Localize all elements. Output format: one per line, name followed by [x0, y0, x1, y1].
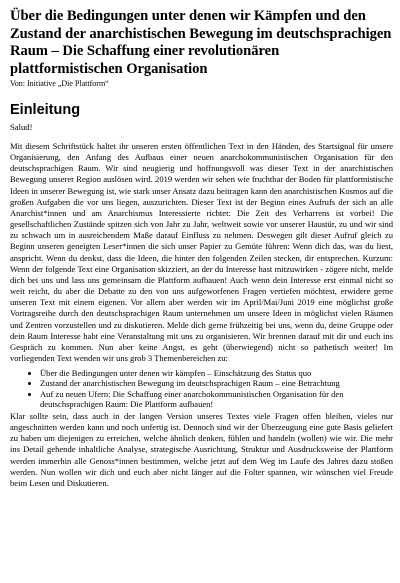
document-title: Über die Bedingungen unter denen wir Kämpfen und den Zustand der anarchistischen Bewegung im deutschsprachigen Raum – Die Schaffung einer revolutionären plattformistischen Organisation [10, 8, 392, 77]
topic-list-item: • Über die Bedingungen unter denen wir kämpfen – Einschätzung des Status quo [40, 368, 393, 378]
closing-paragraph: Klar sollte sein, dass auch in der langen Version unseres Textes viele Fragen offen bleiben, vieles nur angeschnitten werden kann und noch unfertig ist. Dennoch sind wir der Überzeugung eine gute Basis geliefert zu haben um diejenigen zu erreichen, welche ähnlich denken, fühlen und handeln (wollen) wie wir. Die mehr ins Detail gehende inhaltliche Analyse, strategische Ausrichtung, Struktur und Ausdrucksweise der Plattform werden immerhin alle Genoss*innen bestimmen, welche jetzt auf dem Weg im Laufe des Jahres dazu stoßen werden. Nun wollen wir dich und euch aber nicht länger auf die Folter spannen, wir wünschen viel Freude beim Lesen und Diskutieren. [10, 410, 393, 488]
topic-list-item: • Zustand der anarchistischen Bewegung im deutschsprachigen Raum – eine Betrachtung [40, 378, 393, 388]
topic-list [10, 368, 393, 409]
author-byline: Von: Initiative „Die Plattform“ [10, 79, 109, 88]
intro-paragraph: Mit diesem Schriftstück haltet ihr unseren ersten öffentlichen Text in den Händen, des Startsignal für unsere Organisierung, den Anfang des Aufbaus einer neuen anarchokommunistischen Organisation für den deutschsprachigen Raum. Wir sind neugierig und hoffnungsvoll was dieser Text in der anarchistischen Bewegung unserer Region auslösen wird. 2019 werden wir sehen wie fruchtbar der Boden für plattformistische Ideen in unserer Bewegung ist, wie stark unser Ansatz dazu beitragen kann den anarchistischen Kosmos auf die großen Aufgaben die vor uns liegen, auszurichten. Dieser Text ist der Beginn eines Aufrufs der sich an alle Anarchist*innen und am Anarchismus Interessierte richtet: Die Zeit des Verharrens ist vorbei! Die gesellschaftlichen Zustände spitzen sich von Jahr zu Jahr, weltweit sowie vor unserer Haustür, zu und wir sind zu schwach um in ausreichendem Maße darauf Einfluss zu nehmen. Deswegen gilt dieser Aufruf gleich zu Beginn unseren geneigten Leser*innen die sich unser Papier zu Gemüte führen: Wenn dich das, was du liest, anspricht. Wenn du denkst, dass die Ideen, die hinter den folgenden Zeilen stecken, dir entsprechen. Kurzum: Wenn der folgende Text eine Organisation skizziert, an der du Interesse hast mitzuwirken - zögere nicht, melde dich bei uns und lass uns gemeinsam die Plattform aufbauen! Auch wenn dein Interesse erst einmal nicht so weit reicht, du aber die Debatte zu den von uns aufgeworfenen Fragen vertiefen möchtest, erwidere gerne unseren Text mit einem eigenen. Vor allem aber werden wir im April/Mai/Juni 2019 eine möglichst große Vortragsreihe durch den deutschsprachigen Raum unternehmen um unsere Ideen in möglichst vielen Räumen und Zentren vorzustellen und zu diskutieren. Melde dich gerne frühzeitig bei uns, wenn du, deine Gruppe oder dein Raum Interesse habt eine Veranstaltung mit uns zu organisieren. Wir brennen darauf mit dir und euch ins Gespräch zu kommen. Nun aber keine Angst, es geht (überwiegend) nicht so pathetisch weiter! Im vorliegenden Text wenden wir uns grob 3 Themenbereichen zu: [10, 141, 393, 363]
section-heading: Einleitung [10, 102, 81, 118]
topic-list-item: • Auf zu neuen Ufern: Die Schaffung einer anarchokommunistischen Organisation für den deutschsprachigen Raum: Die Plattform aufbauen! [40, 389, 393, 409]
salutation: Salud! [10, 122, 33, 132]
document-page [10, 8, 393, 489]
